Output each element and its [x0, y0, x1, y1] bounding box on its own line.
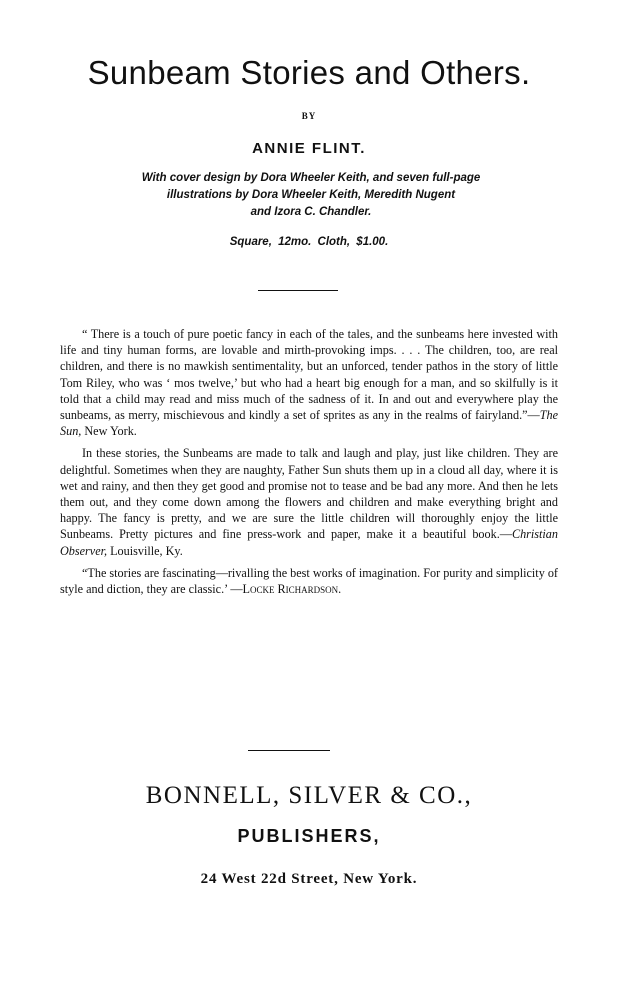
illustration-credits [56, 170, 566, 221]
review-source: Locke Richardson. [242, 582, 342, 597]
review-source: Christian Observer, [60, 527, 558, 558]
publisher-address: 24 West 22d Street, New York. [200, 871, 418, 887]
review-paragraph [60, 326, 558, 439]
author-name: ANNIE FLINT. [252, 140, 366, 157]
book-title: Sunbeam Stories and Others. [87, 54, 531, 91]
review-paragraph [60, 445, 558, 558]
divider-rule [258, 290, 338, 291]
review-place: Louisville, Ky. [107, 543, 183, 558]
review-place: New York. [81, 424, 137, 439]
review-text: “The stories are fascinating—rivalling the best works of imagination. For purity and simplicity of style and diction, they are classic.’ — [60, 565, 558, 597]
review-paragraph [60, 565, 558, 597]
credits-line: With cover design by Dora Wheeler Keith, and seven full-page [141, 172, 481, 184]
credits-line: illustrations by Dora Wheeler Keith, Meredith Nugent [166, 189, 456, 201]
press-reviews [60, 326, 558, 603]
publishers-label: PUBLISHERS, [237, 826, 381, 846]
divider-rule [248, 750, 330, 751]
review-source: The Sun, [60, 408, 558, 439]
credits-line: and Izora C. Chandler. [250, 206, 372, 218]
review-text: “ There is a touch of pure poetic fancy in each of the tales, and the sunbeams here invested with life and tiny human forms, are lovable and mirth-provoking imps. . . . The children, too, are real children, and there is no mawkish sentimentality, but an unforced, tender pathos in the story of little Tom Riley, who was ‘ mos twelve,’ but who had a heart big enough for a man, and so skilfully is it told that a child may read and miss much of the sadness of it. In and out and everywhere play the sunbeams, as merry, mischievous and kindly a set of sprites as any in the realms of fairyland.”— [60, 327, 558, 423]
by-label: BY [301, 111, 317, 121]
publisher-name: BONNELL, SILVER & CO., [145, 782, 473, 809]
review-text: In these stories, the Sunbeams are made to talk and laugh and play, just like children. They are delightful. Sometimes when they are naughty, Father Sun shuts them up in a cloud all day, where it is wet and rainy, and then they get good and promise not to tease and be bad any more. And then he lets them out, and they come down among the flowers and children and make everything bright and happy. The fancy is pretty, and we are sure the little children will thoroughly enjoy the little Sunbeams. Pretty pictures and fine press-work and paper, make it a beautiful book.— [60, 446, 558, 542]
format-and-price: Square, 12mo. Cloth, $1.00. [229, 236, 389, 248]
